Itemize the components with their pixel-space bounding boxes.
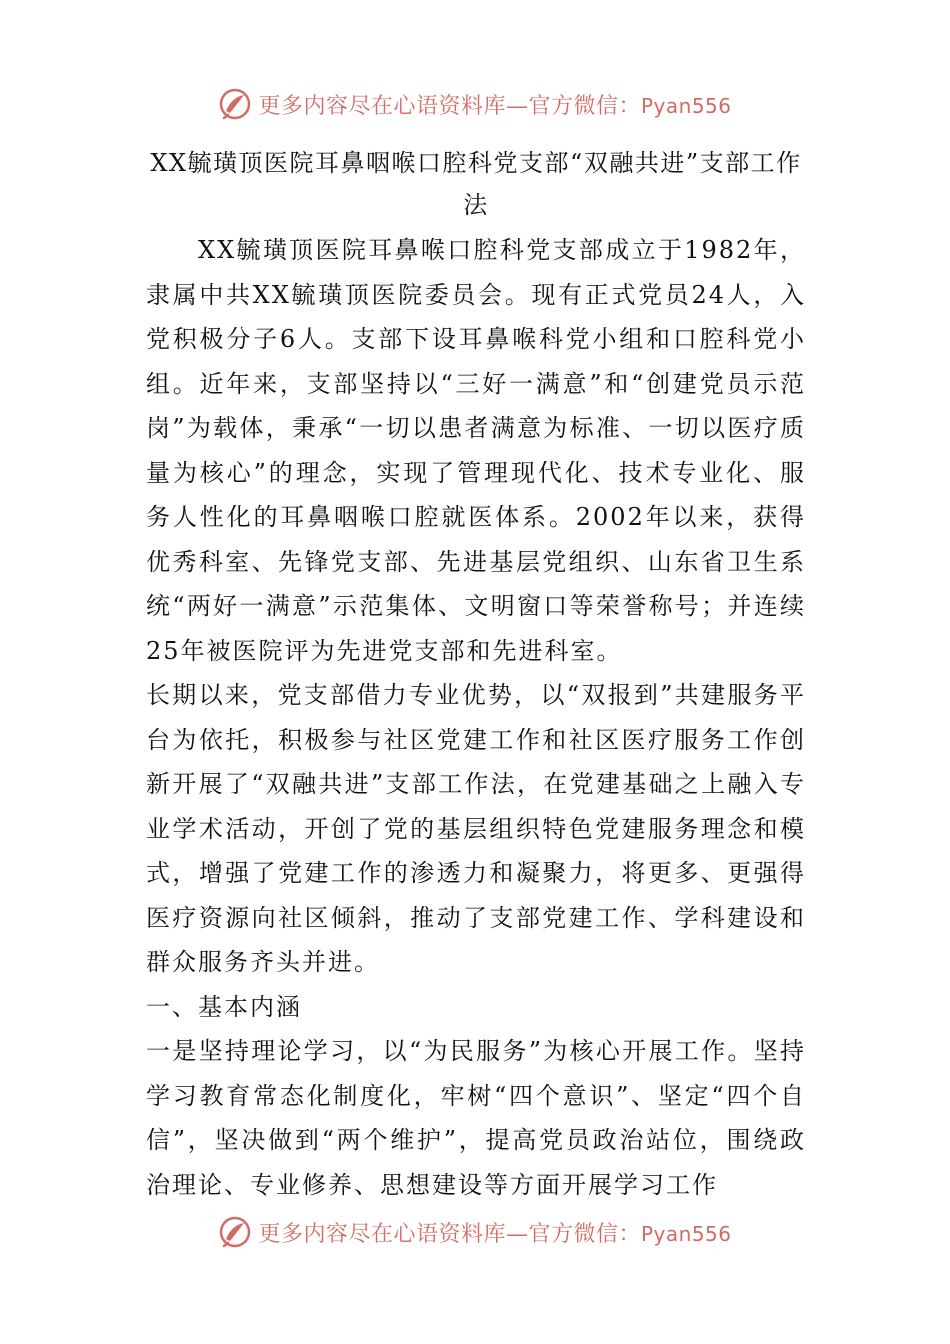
paragraph-theory-study: 一是坚持理论学习，以“为民服务”为核心开展工作。坚持学习教育常态化制度化，牢树“四个意识”、坚定“四个自信”，坚决做到“两个维护”，提高党员政治站位，围绕政治理论、专业修养、思想建设等方面开展学习工作	[146, 1037, 806, 1199]
watermark-text: 更多内容尽在心语资料库—官方微信：	[258, 93, 641, 119]
header-watermark	[0, 84, 950, 124]
watermark-text: 更多内容尽在心语资料库—官方微信：	[258, 1221, 641, 1247]
section-heading-basic-connotation: 一、基本内涵	[146, 992, 302, 1021]
paragraph-overview: 长期以来，党支部借力专业优势，以“双报到”共建服务平台为依托，积极参与社区党建工作和社区医疗服务工作创新开展了“双融共进”支部工作法，在党建基础之上融入专业学术活动，开创了党的基层组织特色党建服务理念和模式，增强了党建工作的渗透力和凝聚力，将更多、更强得医疗资源向社区倾斜，推动了支部党建工作、学科建设和群众服务齐头并进。	[146, 681, 806, 976]
watermark-wechat-id: Pyan556	[641, 1221, 732, 1246]
document-title: XX毓璜顶医院耳鼻咽喉口腔科党支部“双融共进”支部工作法	[150, 149, 802, 219]
watermark-logo-icon	[218, 87, 252, 121]
watermark-logo-icon	[218, 1215, 252, 1249]
watermark-wechat-id: Pyan556	[641, 93, 732, 118]
footer-watermark	[0, 1212, 950, 1252]
paragraph-intro: XX毓璜顶医院耳鼻喉口腔科党支部成立于1982年，隶属中共XX毓璜顶医院委员会。现有正式党员24人，入党积极分子6人。支部下设耳鼻喉科党小组和口腔科党小组。近年来，支部坚持以“三好一满意”和“创建党员示范岗”为载体，秉承“一切以患者满意为标准、一切以医疗质量为核心”的理念，实现了管理现代化、技术专业化、服务人性化的耳鼻咽喉口腔就医体系。2002年以来，获得优秀科室、先锋党支部、先进基层党组织、山东省卫生系统“两好一满意”示范集体、文明窗口等荣誉称号；并连续25年被医院评为先进党支部和先进科室。	[146, 236, 806, 665]
document-body	[146, 228, 806, 1207]
